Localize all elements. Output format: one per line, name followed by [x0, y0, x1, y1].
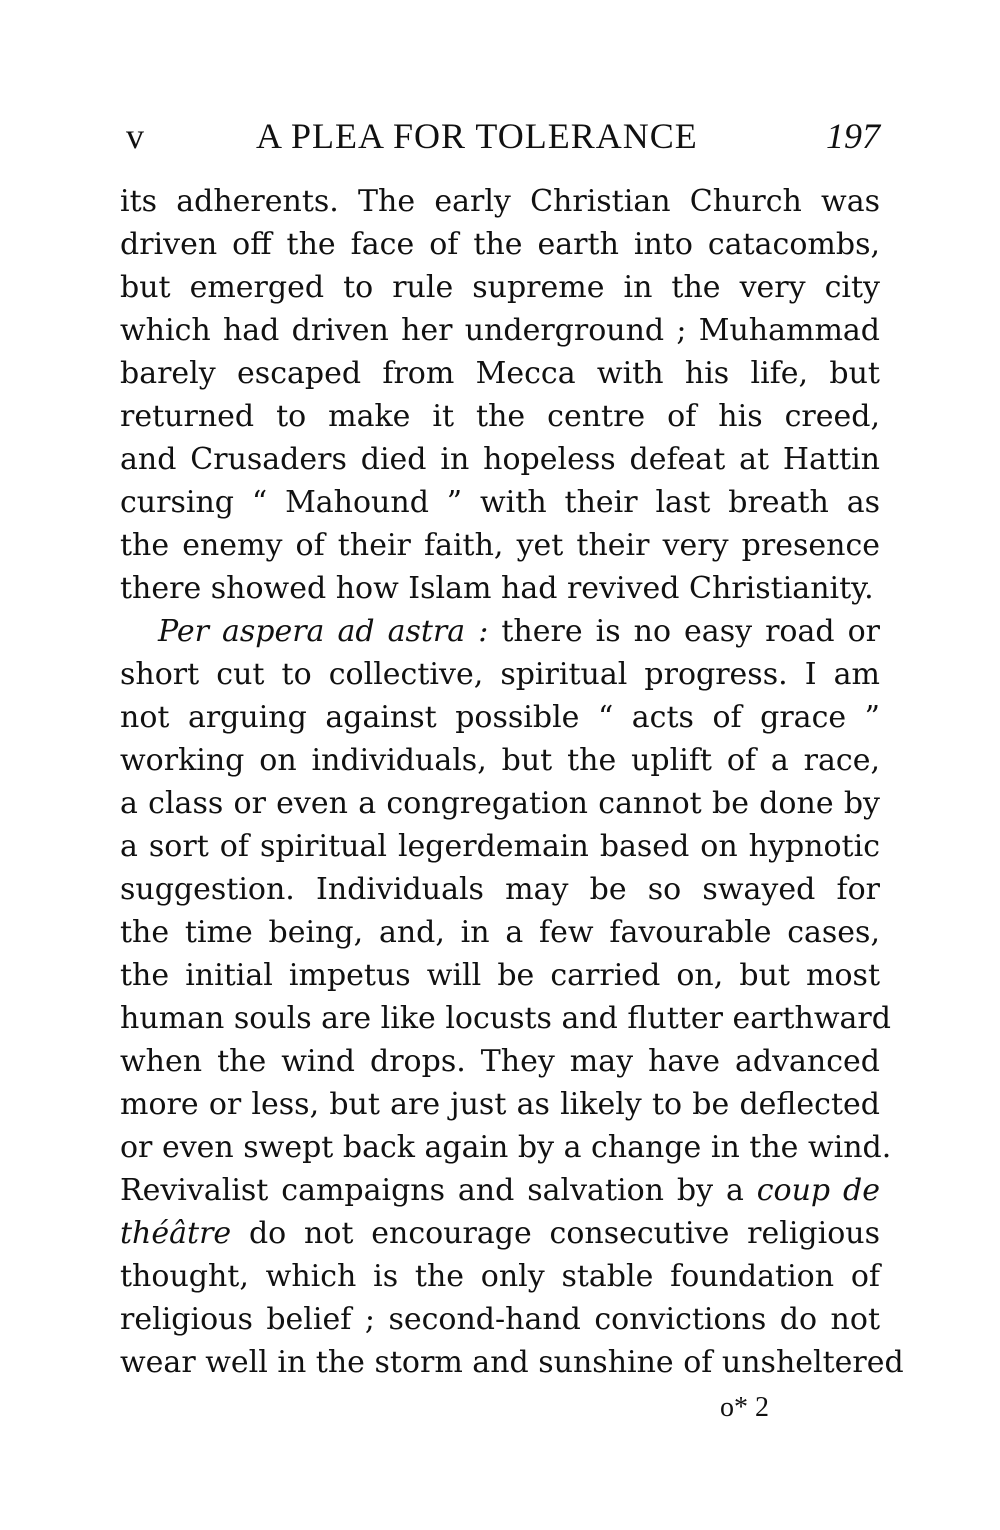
running-header [126, 112, 880, 160]
latin-motto: Per aspera ad astra : [158, 614, 489, 649]
page-number: 197 [826, 116, 880, 156]
text-line: returned to make it the centre of his creed, [120, 399, 880, 434]
french-phrase: coup de [756, 1173, 880, 1208]
text-line: religious belief ; second-hand convictions do not [120, 1302, 880, 1337]
text-line: but emerged to rule supreme in the very city [120, 270, 880, 305]
chapter-number: v [126, 116, 144, 156]
text-line: cursing “ Mahound ” with their last breath as [120, 485, 880, 520]
body-text [120, 180, 904, 1384]
text-line: the enemy of their faith, yet their very presence [120, 528, 880, 563]
text-line: or even swept back again by a change in the wind. [120, 1130, 892, 1165]
text-run: do not encourage consecutive religious [231, 1216, 880, 1251]
text-line: thought, which is the only stable foundation of [120, 1259, 880, 1294]
text-line: driven off the face of the earth into catacombs, [120, 227, 880, 262]
text-line: more or less, but are just as likely to be deflected [120, 1087, 880, 1122]
text-line: not arguing against possible “ acts of grace ” [120, 700, 880, 735]
text-run: Revivalist campaigns and salvation by a [120, 1173, 757, 1208]
text-line: a class or even a congregation cannot be done by [120, 786, 880, 821]
running-title: A PLEA FOR TOLERANCE [256, 116, 698, 156]
text-run: there is no easy road or [488, 614, 880, 649]
french-phrase: théâtre [120, 1216, 232, 1251]
signature-mark: o* 2 [720, 1392, 769, 1423]
text-line: the initial impetus will be carried on, but most [120, 958, 880, 993]
text-line: which had driven her underground ; Muhammad [120, 313, 880, 348]
text-line: barely escaped from Mecca with his life, but [120, 356, 880, 391]
text-line [120, 1169, 880, 1212]
text-line: a sort of spiritual legerdemain based on hypnotic [120, 829, 880, 864]
text-line: when the wind drops. They may have advanced [120, 1044, 880, 1079]
text-line: human souls are like locusts and flutter earthward [120, 1001, 891, 1036]
text-line: working on individuals, but the uplift of a race, [120, 743, 880, 778]
text-line: and Crusaders died in hopeless defeat at Hattin [120, 442, 880, 477]
text-line: the time being, and, in a few favourable cases, [120, 915, 880, 950]
paragraph-end-line: there showed how Islam had revived Christianity. [120, 571, 874, 606]
paragraph-start-line [120, 610, 880, 653]
text-line: suggestion. Individuals may be so swayed for [120, 872, 880, 907]
text-line: wear well in the storm and sunshine of unsheltered [120, 1345, 904, 1380]
text-line [120, 1212, 880, 1255]
text-line: short cut to collective, spiritual progress. I am [120, 657, 880, 692]
text-line: its adherents. The early Christian Church was [120, 184, 880, 219]
